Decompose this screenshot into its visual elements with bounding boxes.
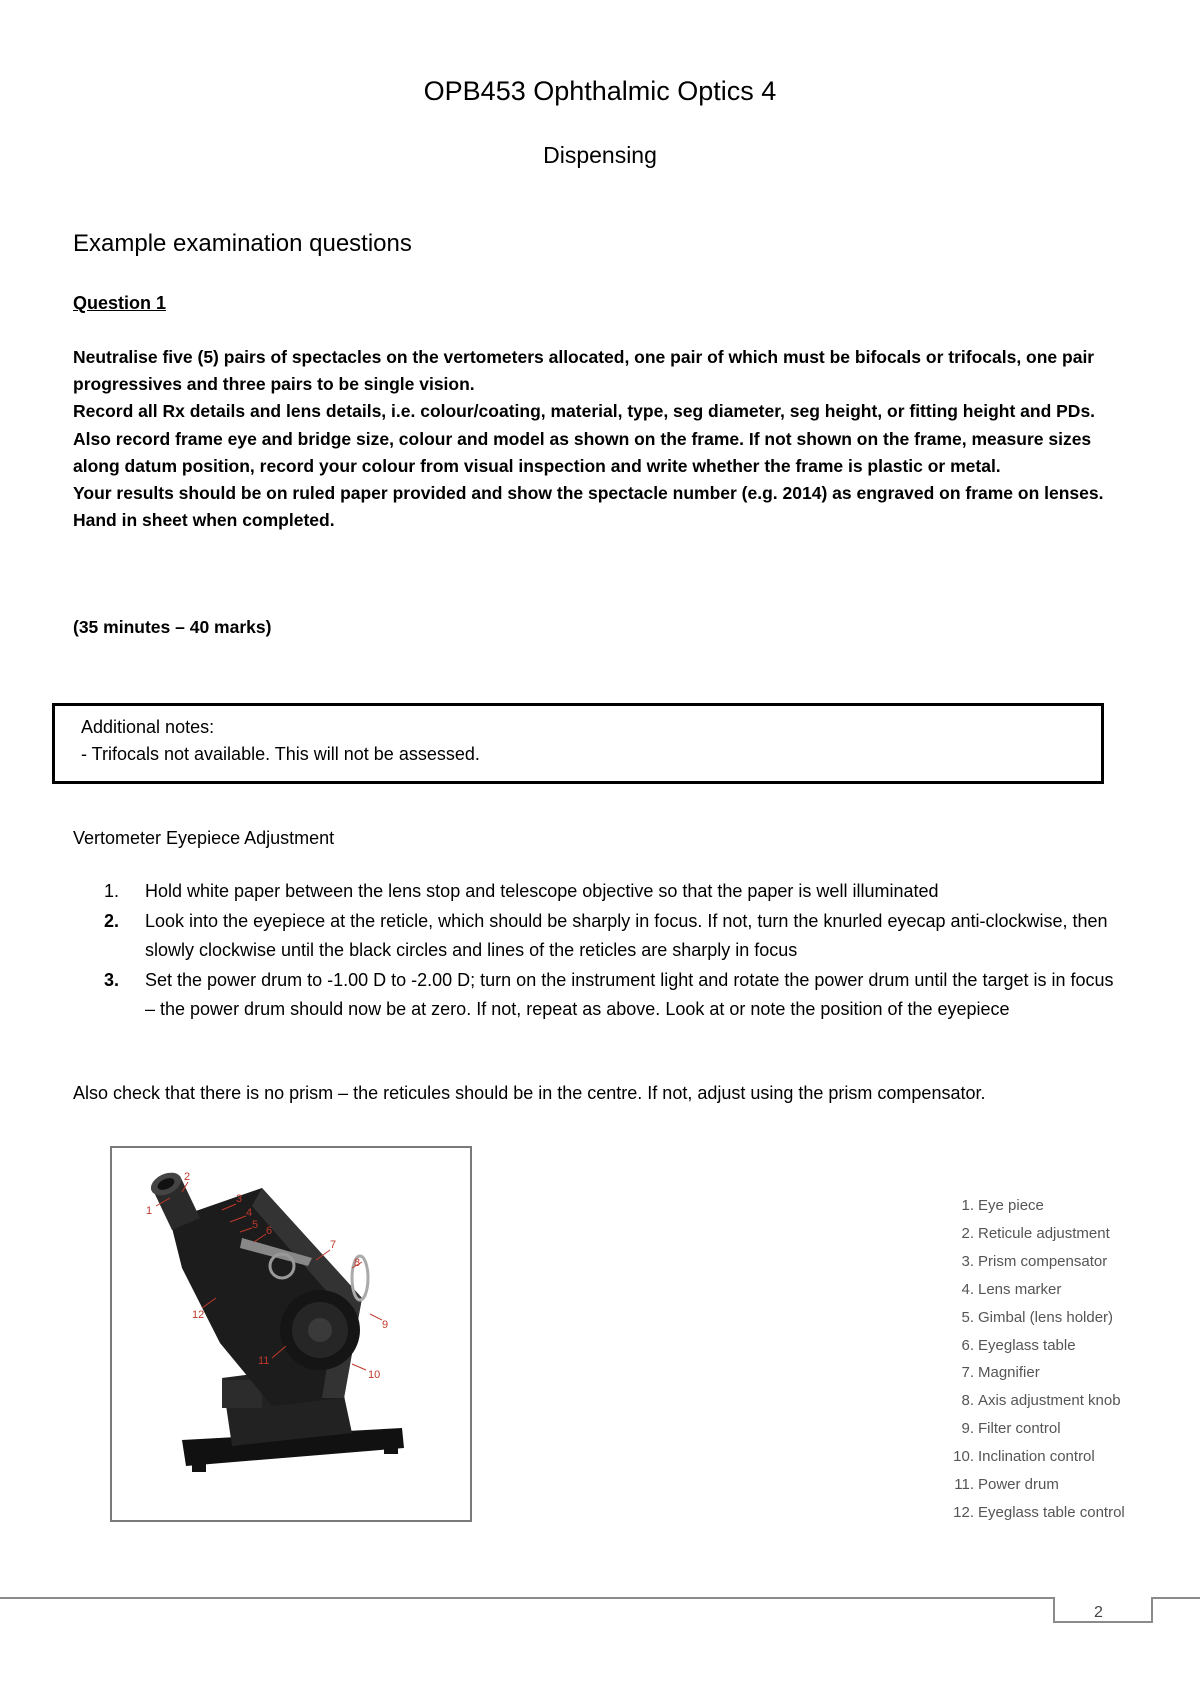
notes-line: - Trifocals not available. This will not be assessed. — [81, 744, 480, 764]
legend-item — [940, 1276, 1125, 1304]
step-item — [104, 877, 1124, 907]
section-title: Example examination questions — [73, 230, 412, 257]
document-subtitle: Dispensing — [543, 142, 657, 168]
notes-title: Additional notes: — [81, 717, 215, 737]
question-paragraph: Neutralise five (5) pairs of spectacles on the vertometers allocated, one pair of which must be bifocals or trifocals, one pair progressives and three pairs to be single vision. — [73, 347, 1095, 395]
legend-item — [940, 1359, 1125, 1387]
document-title: OPB453 Ophthalmic Optics 4 — [423, 76, 777, 106]
legend-number: 4. — [961, 1280, 974, 1298]
callout-label: 2 — [184, 1171, 191, 1183]
callout-label: 7 — [330, 1239, 337, 1251]
legend-item — [940, 1304, 1125, 1332]
legend-label: Reticule adjustment — [978, 1224, 1110, 1242]
callout-label: 1 — [146, 1205, 153, 1217]
legend-label: Gimbal (lens holder) — [978, 1308, 1114, 1326]
step-item — [104, 907, 1124, 966]
callout-label: 9 — [382, 1319, 389, 1331]
legend-number: 2. — [961, 1224, 974, 1242]
legend-label: Axis adjustment knob — [978, 1392, 1121, 1410]
legend-label: Eye piece — [978, 1197, 1044, 1214]
legend-number: 6. — [961, 1336, 974, 1354]
vertometer-heading: Vertometer Eyepiece Adjustment — [73, 828, 335, 848]
question-body — [73, 344, 1133, 534]
step-number: 2. — [104, 910, 120, 931]
additional-notes-box — [52, 703, 1104, 784]
legend-label: Lens marker — [978, 1280, 1062, 1298]
callout-label: 8 — [354, 1257, 361, 1269]
legend-number: 11. — [954, 1476, 974, 1494]
legend-item — [940, 1443, 1125, 1471]
question-paragraph: Also record frame eye and bridge size, colour and model as shown on the frame. If not shown on the frame, measure sizes along datum position, record your colour from visual inspection and write whether the frame is plastic or metal. — [73, 428, 1092, 476]
legend-item — [940, 1332, 1125, 1360]
callout-label: 4 — [246, 1207, 253, 1219]
callout-label: 11 — [258, 1355, 270, 1367]
step-text: Look into the eyepiece at the reticle, which should be sharply in focus. If not, turn the knurled eyecap anti-clockwise, then slowly clockwise until the black circles and lines of the reticles are sharply in focus — [145, 910, 1108, 960]
question-paragraph: Your results should be on ruled paper provided and show the spectacle number (e.g. 2014) as engraved on frame on lenses. Hand in sheet when completed. — [73, 483, 1104, 531]
prism-check-note: Also check that there is no prism – the reticules should be in the centre. If not, adjust using the prism compensator. — [73, 1083, 986, 1103]
legend-number: 5. — [961, 1308, 974, 1326]
legend-number: 12. — [953, 1503, 974, 1521]
parts-legend — [940, 1192, 1125, 1527]
legend-item — [940, 1471, 1125, 1499]
callout-label: 5 — [252, 1219, 259, 1231]
step-text: Hold white paper between the lens stop and telescope objective so that the paper is well illuminated — [145, 881, 939, 901]
question-marks: (35 minutes – 40 marks) — [73, 617, 272, 637]
footer-rule — [0, 1590, 1200, 1630]
legend-number: 8. — [961, 1392, 974, 1410]
legend-item — [940, 1220, 1125, 1248]
callout-label: 6 — [266, 1225, 273, 1237]
legend-item — [940, 1387, 1125, 1415]
legend-item — [940, 1248, 1125, 1276]
question-heading: Question 1 — [73, 293, 167, 313]
legend-number: 10. — [953, 1448, 974, 1466]
legend-item — [940, 1415, 1125, 1443]
step-item — [104, 966, 1124, 1025]
legend-item — [940, 1192, 1125, 1220]
question-paragraph: Record all Rx details and lens details, i.e. colour/coating, material, type, seg diameter, seg height, or fitting height and PDs. — [73, 401, 1096, 422]
legend-number: 1. — [961, 1197, 974, 1214]
legend-label: Eyeglass table — [978, 1336, 1076, 1354]
legend-label: Power drum — [978, 1476, 1059, 1494]
callout-label: 10 — [368, 1369, 381, 1381]
legend-label: Prism compensator — [978, 1252, 1108, 1270]
legend-label: Eyeglass table control — [978, 1503, 1125, 1521]
legend-number: 3. — [961, 1252, 974, 1270]
legend-number: 9. — [961, 1420, 974, 1438]
step-number: 3. — [104, 969, 120, 990]
legend-label: Magnifier — [978, 1364, 1040, 1382]
adjustment-steps — [104, 877, 1124, 1025]
callout-label: 12 — [192, 1309, 205, 1321]
step-text: Set the power drum to -1.00 D to -2.00 D; turn on the instrument light and rotate the power drum until the target is in focus – the power drum should now be at zero. If not, repeat as above. Look at or note the position of the eyepiece — [145, 969, 1114, 1019]
legend-item — [940, 1499, 1125, 1527]
page-number: 2 — [1094, 1604, 1103, 1621]
legend-number: 7. — [961, 1364, 974, 1382]
step-number: 1. — [104, 881, 120, 901]
callout-label: 3 — [236, 1193, 243, 1205]
legend-label: Filter control — [978, 1420, 1061, 1438]
legend-label: Inclination control — [978, 1448, 1095, 1466]
vertometer-image — [110, 1146, 472, 1522]
vertometer-illustration — [112, 1148, 470, 1520]
